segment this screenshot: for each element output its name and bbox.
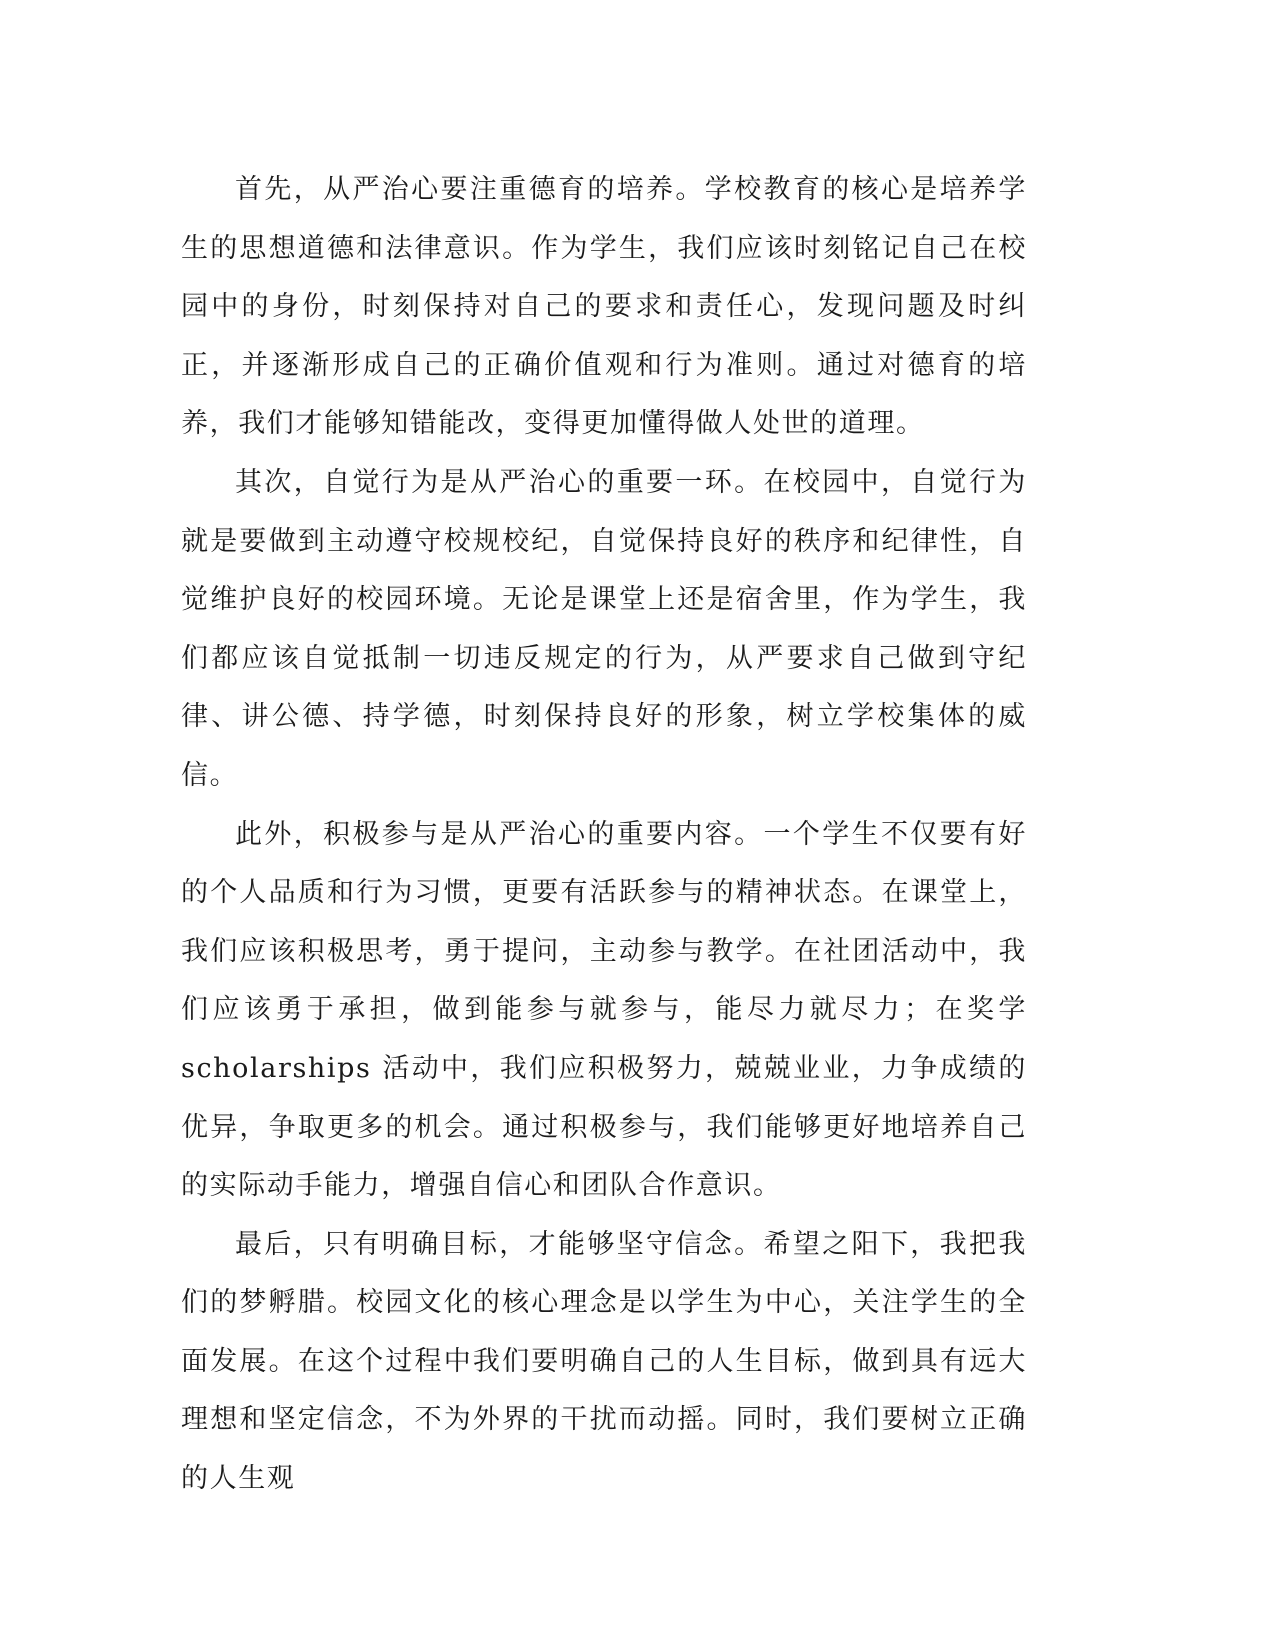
paragraph-active-participation: 此外，积极参与是从严治心的重要内容。一个学生不仅要有好的个人品质和行为习惯，更要有活跃参与的精神状态。在课堂上，我们应该积极思考，勇于提问，主动参与教学。在社团活动中，我们应该勇于承担，做到能参与就参与，能尽力就尽力；在奖学 scholarships 活动中，我们应积极努力，兢兢业业，力争成绩的优异，争取更多的机会。通过积极参与，我们能够更好地培养自己的实际动手能力，增强自信心和团队合作意识。 bbox=[181, 818, 1027, 1202]
paragraph-clear-goals: 最后，只有明确目标，才能够坚守信念。希望之阳下，我把我们的梦孵腊。校园文化的核心理念是以学生为中心，关注学生的全面发展。在这个过程中我们要明确自己的人生目标，做到具有远大理想和坚定信念，不为外界的干扰而动摇。同时，我们要树立正确的人生观 bbox=[181, 1228, 1027, 1495]
document-body bbox=[181, 161, 1027, 1509]
paragraph-self-discipline: 其次，自觉行为是从严治心的重要一环。在校园中，自觉行为就是要做到主动遵守校规校纪，自觉保持良好的秩序和纪律性，自觉维护良好的校园环境。无论是课堂上还是宿舍里，作为学生，我们都应该自觉抵制一切违反规定的行为，从严要求自己做到守纪律、讲公德、持学德，时刻保持良好的形象，树立学校集体的威信。 bbox=[181, 466, 1027, 791]
paragraph-moral-education: 首先，从严治心要注重德育的培养。学校教育的核心是培养学生的思想道德和法律意识。作为学生，我们应该时刻铭记自己在校园中的身份，时刻保持对自己的要求和责任心，发现问题及时纠正，并逐渐形成自己的正确价值观和行为准则。通过对德育的培养，我们才能够知错能改，变得更加懂得做人处世的道理。 bbox=[181, 174, 1027, 440]
